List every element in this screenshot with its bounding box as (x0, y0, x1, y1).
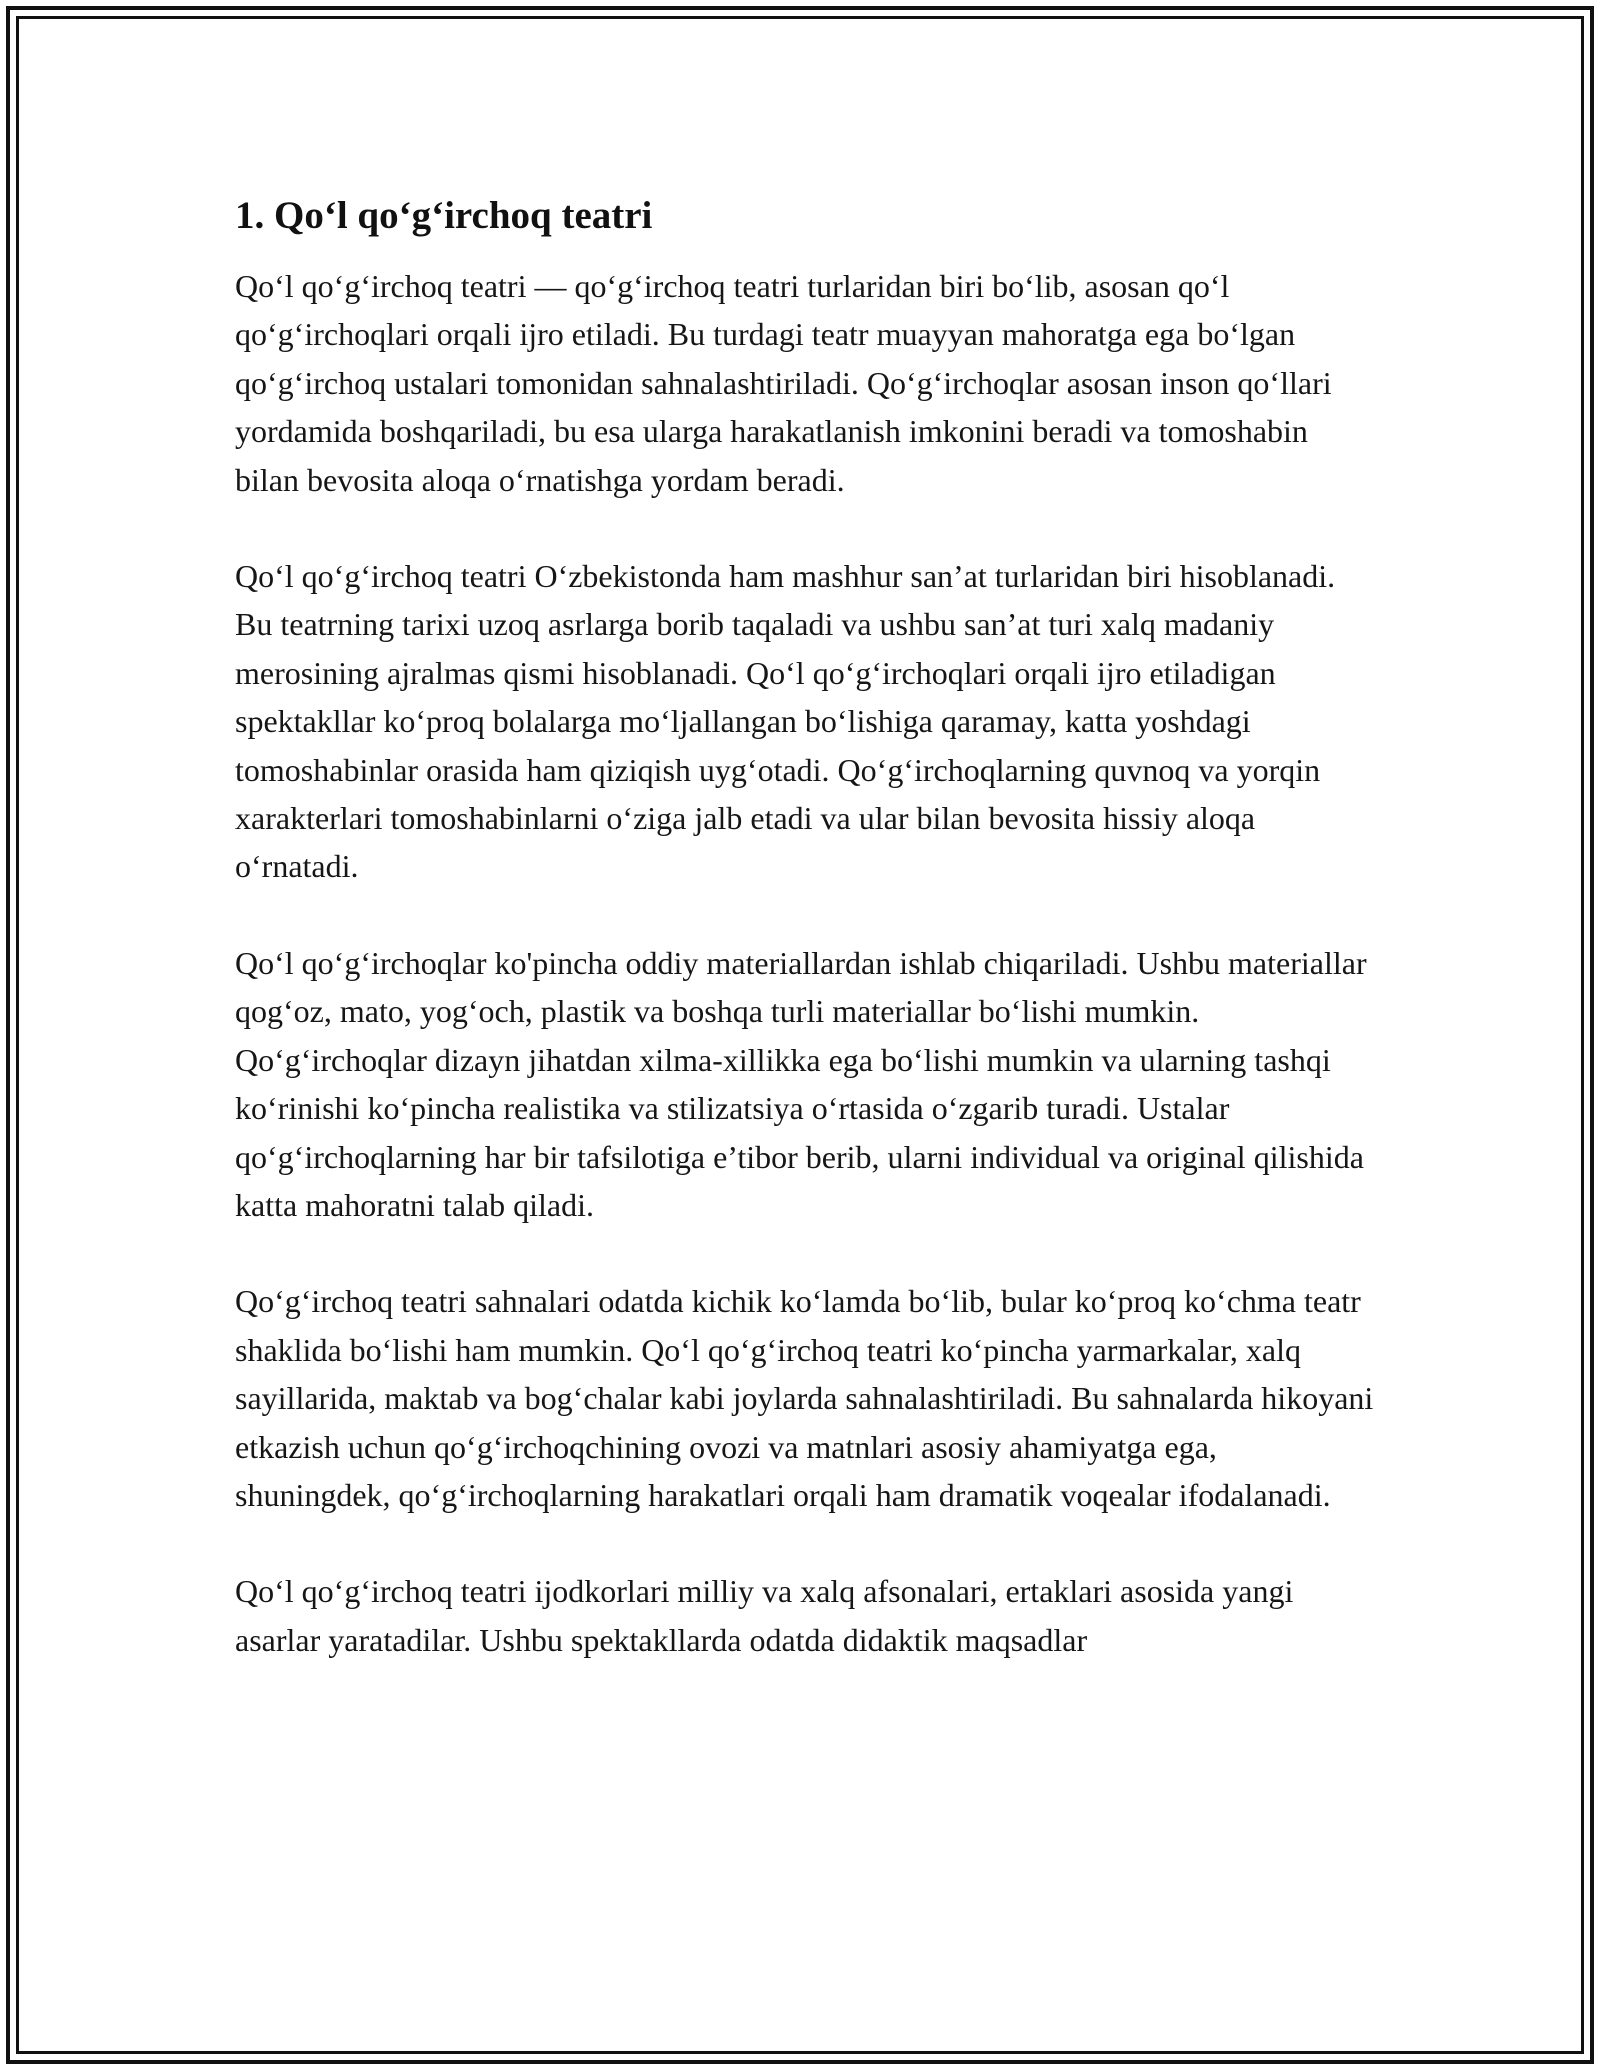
document-body (235, 190, 1375, 1712)
paragraph-1: Qoʻl qoʻgʻirchoq teatri — qoʻgʻirchoq teatri turlaridan biri boʻlib, asosan qoʻl qoʻgʻirchoqlari orqali ijro etiladi. Bu turdagi teatr muayyan mahoratga ega boʻlgan qoʻgʻirchoq ustalari tomonidan sahnalashtiriladi. Qoʻgʻirchoqlar asosan inson qoʻllari yordamida boshqariladi, bu esa ularga harakatlanish imkonini beradi va tomoshabin bilan bevosita aloqa oʻrnatishga yordam beradi. (235, 268, 1332, 498)
section-heading: 1. Qoʻl qoʻgʻirchoq teatri (235, 194, 653, 237)
paragraph-5: Qoʻl qoʻgʻirchoq teatri ijodkorlari milliy va xalq afsonalari, ertaklari asosida yangi asarlar yaratadilar. Ushbu spektakllarda odatda didaktik maqsadlar (235, 1573, 1294, 1658)
paragraph-2: Qoʻl qoʻgʻirchoq teatri Oʻzbekistonda ham mashhur san’at turlaridan biri hisoblanadi. Bu teatrning tarixi uzoq asrlarga borib taqaladi va ushbu san’at turi xalq madaniy merosining ajralmas qismi hisoblanadi. Qoʻl qoʻgʻirchoqlari orqali ijro etiladigan spektakllar koʻproq bolalarga moʻljallangan boʻlishiga qaramay, katta yoshdagi tomoshabinlar orasida ham qiziqish uygʻotadi. Qoʻgʻirchoqlarning quvnoq va yorqin xarakterlari tomoshabinlarni oʻziga jalb etadi va ular bilan bevosita hissiy aloqa oʻrnatadi. (235, 558, 1336, 885)
paragraph-3: Qoʻl qoʻgʻirchoqlar ko'pincha oddiy materiallardan ishlab chiqariladi. Ushbu materiallar qogʻoz, mato, yogʻoch, plastik va boshqa turli materiallar boʻlishi mumkin. Qoʻgʻirchoqlar dizayn jihatdan xilma-xillikka ega boʻlishi mumkin va ularning tashqi koʻrinishi koʻpincha realistika va stilizatsiya oʻrtasida oʻzgarib turadi. Ustalar qoʻgʻirchoqlarning har bir tafsilotiga e’tibor berib, ularni individual va original qilishida katta mahoratni talab qiladi. (235, 944, 1367, 1223)
paragraph-4: Qoʻgʻirchoq teatri sahnalari odatda kichik koʻlamda boʻlib, bular koʻproq koʻchma teatr shaklida boʻlishi ham mumkin. Qoʻl qoʻgʻirchoq teatri koʻpincha yarmarkalar, xalq sayillarida, maktab va bogʻchalar kabi joylarda sahnalashtiriladi. Bu sahnalarda hikoyani etkazish uchun qoʻgʻirchoqchining ovozi va matnlari asosiy ahamiyatga ega, shuningdek, qoʻgʻirchoqlarning harakatlari orqali ham dramatik voqealar ifodalanadi. (235, 1283, 1374, 1513)
